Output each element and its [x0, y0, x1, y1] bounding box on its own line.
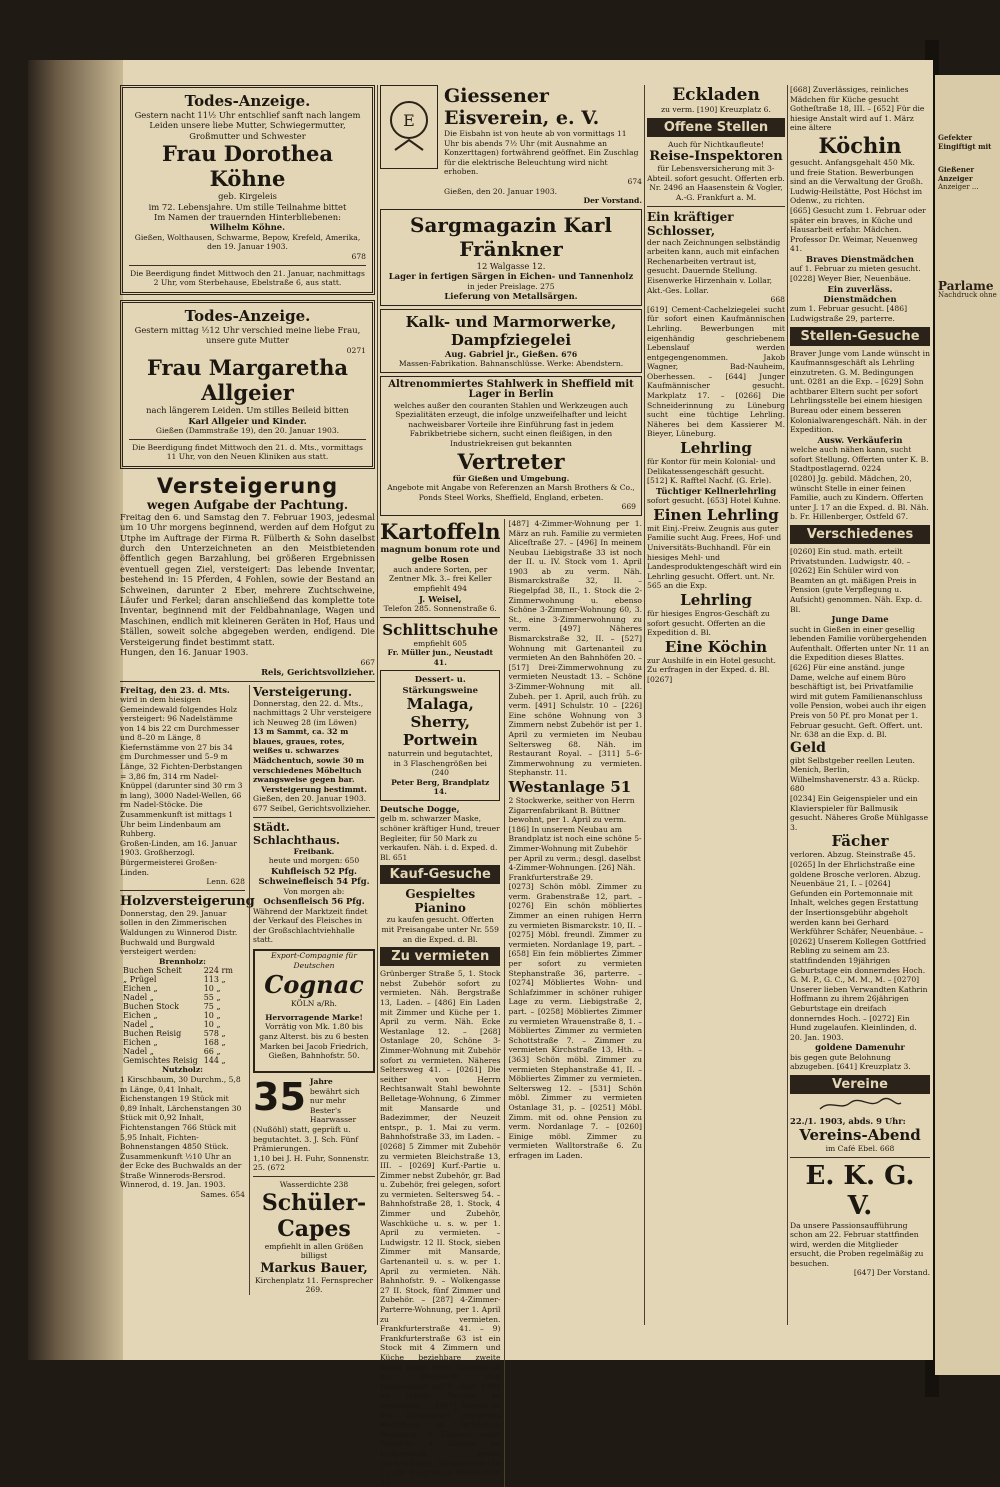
ad-number: 238 [333, 1179, 349, 1189]
divider [129, 265, 366, 266]
lehrling-title: Lehrling [680, 439, 752, 458]
schlitt-text: empfiehlt [413, 638, 451, 648]
deceased-name: Frau Dorothea Köhne [161, 141, 333, 192]
holz-row [120, 1002, 236, 1011]
holz-amount: 113 „ [203, 975, 226, 985]
page-gutter [28, 60, 123, 1360]
vabend-place-row [790, 1144, 930, 1154]
einlehr-text: mit Einj.-Freiw. Zeugnis aus guter Familie sucht Aug. Frees, Hof- und Universitäts-Buchhandl. Für ein hiesiges Mehl- und Landesproduktengeschäft wird ein Lehrling gesucht. Offert. unt. Nr. 565 an die Exp. [647, 523, 782, 591]
kart-text: auch andere Sorten, per Zentner Mk. 3.– frei Keller empfiehlt [388, 564, 492, 593]
ad-number: 628 [230, 877, 245, 887]
facing-line: Gießener Anzeiger [938, 165, 975, 183]
stahl-for: für Gießen und Umgebung. [452, 473, 570, 483]
notice-title: Todes-Anzeige. [184, 306, 311, 325]
ad-number: 680 [790, 784, 805, 794]
auction-title: Versteigerung [156, 473, 339, 498]
room-listings: [0273] Schön möbl. Zimmer zu verm. Grabenstraße 12, part. – [0276] Ein schön möbliertes Zimmer an einen ruhigen Herrn zu vermieten Bismarckstr. 10, II. – [0275] Möbl. freundl. Zimmer zu vermieten. Nordanlage 19, part. – [658] Ein fein möbliertes Zimmer per sofort zu vermieten Stephanstraße 36, parterre. – [0274] Möbliertes Wohn- und Schlafzimmer in schöner ruhiger Lage zu verm. Liebigstraße 2, part. – [0258] Möbliertes Zimmer zu vermieten Wrauenstraße 8, 1. – Möbliertes Zimmer zu vermieten Schottstraße 7. – Zimmer zu vermieten Kirchstraße 13, Hth. – [363] Schön möbl. Zimmer zu vermieten Stephanstraße 41, II. – Möbliertes Zimmer zu vermieten. Seltersweg 12. – [531] Schön möbl. Zimmer zu vermieten Ostanlage 31, p. – [0251] Möbl. Zimm. mit od. ohne Pension zu verm. Nordanlage 7. – [0260] Einige möbl. Zimmer zu vermieten Walltorstraße 6. Zu erfragen im Laden. [508, 882, 642, 1160]
ad-number: 494 [452, 583, 467, 593]
verk-text-row [790, 445, 930, 474]
ad-number: 669 [621, 502, 636, 512]
eisverein-ad [380, 85, 642, 206]
middle-subcol [249, 685, 375, 1295]
stahl-offer: Angebote mit Angabe von Referenzen an Marsh Brothers & Co., Ponds Steel Works, Sheffield, England, erbeten. [387, 483, 635, 502]
column-rule [644, 85, 645, 1325]
col2-left [380, 519, 500, 1487]
section-stellen-gesuche: Stellen-Gesuche [790, 327, 930, 346]
signature-icon [790, 1097, 930, 1116]
column-rule [377, 85, 378, 1325]
capes-text: empfiehlt in allen Größen billigst [264, 1241, 364, 1261]
eisverein-emblem-icon [380, 85, 438, 169]
job-listings: [668] Zuverlässiges, reinliches Mädchen für Küche gesucht Gotheſtraße 18, III. – [652] Für die hiesige Anstalt wird auf 1. März eine ältere [790, 85, 925, 133]
notice-born: geb. Kirgeleis [218, 191, 277, 202]
reise-title: Reise-Inspektoren [649, 149, 783, 165]
eis-signer: Der Vorstand. [583, 196, 642, 206]
faecher-title: Fächer [831, 832, 889, 851]
section-verschiedenes: Verschiedenes [790, 525, 930, 544]
vabend-place: im Café Ebel. [825, 1143, 878, 1153]
auction-place: Hungen, den 16. Januar 1903. [120, 647, 249, 658]
newspaper-page [28, 60, 933, 1487]
lehr3-title: Lehrling [680, 590, 752, 609]
holz-amount: 224 rm [203, 966, 233, 976]
sarg-title: Sargmagazin Karl Fränkner [410, 212, 612, 261]
column-2 [380, 85, 642, 1487]
misc-listings: [0234] Ein Geigenspieler und ein Klavierspieler für Ballmusik gesucht. Näheres Große Mühlgasse 3. [790, 794, 929, 832]
eis-place: Gießen, den 20. Januar 1903. [444, 186, 558, 196]
vabend-date: 22./1. 1903, abds. 9 Uhr: [790, 1115, 906, 1126]
zuverl-title: Ein zuverläss. Dienstmädchen [823, 283, 897, 304]
dessert-ad [380, 670, 500, 801]
job-listings: [665] Gesucht zum 1. Februar oder später ein braves, in Küche und Hausarbeit erfahr. Mädchen. Professor Dr. Weimar, Neuenweg 41. [790, 205, 926, 254]
holz-title: Holzversteigerung [120, 893, 255, 909]
section-vereine: Vereine [790, 1075, 930, 1094]
wood-signer-row [120, 877, 245, 887]
verst2-title: Versteigerung. [253, 684, 353, 699]
verst2-text: Donnerstag, den 22. d. Mts., nachmittags 2 Uhr versteigere ich Neuweg 28 (im Löwen) [253, 698, 372, 727]
notice-text: Gestern mittag ½12 Uhr verschied meine liebe Frau, unsere gute Mutter [134, 324, 361, 346]
svg-text:E: E [403, 111, 415, 130]
haar-addr-row [253, 1154, 375, 1173]
haar-addr: 1,10 bei J. H. Fuhr, Sonnenstr. 25. [253, 1153, 370, 1173]
ad-number: 668 [770, 295, 785, 305]
koechin-text: gesucht. Anfangsgehalt 450 Mk. und freie Station. Bewerbungen sind an die Verwaltung der Großh. Ludwig-Heilstätte, Post Höchst im Odenw., zu richten. [790, 157, 924, 206]
auction-2 [253, 685, 375, 814]
column-rule [787, 85, 788, 1325]
geld-text-row [790, 756, 930, 794]
ad-number: 667 [360, 657, 375, 667]
schlacht-line4: Von morgen ab: [283, 886, 345, 896]
holz-amount: 10 „ [203, 1020, 221, 1030]
westanlage-text: 2 Stockwerke, seither von Herrn Zigarrenfabrikant B. Büttner bewohnt, per 1. April zu verm. [186] In unserem Neubau am Brandplatz ist noch eine schöne 5-Zimmer-Wohnung mit Zubehör per April zu verm.; desgl. daselbst 4-Zimmer-Wohnungen. [26] Näh. Frankfurterstraße 29. [508, 795, 642, 882]
rental-listings: [487] 4-Zimmer-Wohnung per 1. März an ruh. Familie zu vermieten Aliceſtraße 27. – [496] In meinem Neubau Liebigstraße 33 ist noch der II. u. IV. Stock vom 1. April 1903 ab zu verm. Näh. Bismarckstraße 32, II. – Riegelpfad 38, II., 1. Stock die 2-Zimmerwohnung u. ebenso Schöne 3-Zimmer-Wohnung 60, 3. St., eine 3-Zimmerwohnung zu verm. [497] Näheres Bismarckstraße 32, II. – [527] Wohnung mit Gartenanteil zu vermieten An den Bahnhöfen 20. – [517] Drei-Zimmerwohnung zu vermieten Neustadt 13. – Schöne 3-Zimmer-Wohnung mit all. Zubeh. per 1. April, auch früh. zu verm. [491] Schulstr. 10 – [226] Eine schöne Wohnung von 3 Zimmern nebst Zubehör ist per 1. April zu vermieten im Neubau Seltersweg 68. Näh. im Restaurant Royal. – [311] 5–6-Zimmerwohnung zu vermieten. Stephanstr. 11. [508, 518, 642, 778]
wood-columns [120, 684, 255, 1295]
sarg-bold: Lieferung von Metallsärgen. [444, 291, 578, 302]
holz-amount: 75 „ [203, 1002, 221, 1012]
sargmagazin-ad [380, 209, 642, 306]
schlosser-ad [647, 210, 785, 305]
dessert-title: Dessert- u. Stärkungsweine [402, 674, 478, 695]
stahl-title: Altrenommiertes Stahlwerk in Sheffield mit Lager in Berlin [388, 378, 634, 401]
haar-number: 35 [253, 1075, 306, 1119]
piano-ad [380, 887, 500, 944]
lower-split [120, 685, 375, 1295]
misc-listings: [626] Für eine anständ. junge Dame, welche auf einem Büro beschäftigt ist, bei Privatfamilie wird mit gutem Familienanschluss volle Pension, wobei auch ihr eigen Preis von 50 Pf. pro Monat per 1. Februar gesucht. Geft. Offert. unt. Nr. 638 an die Exp. d. Bl. [790, 662, 927, 740]
lehr3-text: für hiesiges Engros-Geschäft zu sofort gesucht. Offerten an die Expedition d. Bl. [647, 608, 770, 638]
verst2-place: Gießen, den 20. Januar 1903. [253, 794, 367, 804]
holz-kind: Nadel „ [123, 1020, 154, 1030]
schlachthaus [253, 821, 375, 945]
cognac-brand: Cognac [264, 970, 364, 1000]
westanlage-title: Westanlage 51 [508, 777, 632, 796]
haar-title: Jahre [309, 1077, 333, 1086]
schlitt-name: Fr. Müller jun., Neustadt 41. [387, 648, 494, 667]
ad-number: [0267] [647, 674, 673, 684]
verst2-signer: Seibel, Gerichtsvollzieher. [269, 804, 371, 814]
sarg-text2: in jeder Preislage. [467, 281, 538, 291]
verk-title: Ausw. Verkäuferin [817, 434, 903, 445]
ad-number: 605 [452, 638, 467, 648]
eckladen-title: Eckladen [672, 85, 760, 105]
notice-family: Im Namen der trauernden Hinterbliebenen: [154, 212, 341, 223]
col2-split [380, 519, 642, 1487]
schlacht-line1-row [253, 856, 375, 866]
facing-line: Nachdruck ohne [938, 291, 997, 299]
facing-line: Parlame [938, 279, 994, 293]
section-zuvermieten: Zu vermieten [380, 947, 500, 966]
column-1 [120, 85, 375, 1295]
schlitt-text-row [380, 639, 500, 649]
capes-name: Markus Bauer, [260, 1260, 368, 1276]
koechin-title: Eine Köchin [664, 637, 768, 656]
ad-number: 676 [561, 349, 578, 359]
holz-brenn: Brennholz: [159, 956, 206, 966]
notice-signer: Karl Allgeier und Kinder. [188, 415, 307, 426]
eis-title: Giessener Eisverein, e. V. [444, 85, 600, 129]
holz-amount: 578 „ [203, 1029, 226, 1039]
holz-kind: Buchen Stock [123, 1002, 179, 1012]
holz-kind: Eichen „ [123, 984, 158, 994]
verst2-bold: Versteigerung bestimmt. [261, 784, 367, 794]
holz-amount: 55 „ [203, 993, 221, 1003]
schlittschuhe-ad [380, 621, 500, 668]
job-listings: [619] Cement-Cachelziegelei sucht für sofort einen Kaufmännischen Lehrling. Bewerbungen mit eigenhändig geschriebenem Lebenslauf werden entgegengenommen. Jakob Wagner, Bad-Nauheim, Oberhessen. – [644] Junger Kaufmännischer gesucht. Markplatz 17. – [0266] Die Schneiderinnung zu Lüneburg sucht eine tüchtige Lehrling. Näheres bei dem Kassierer M. Bieyer, Lüneburg. [647, 304, 785, 439]
death-notice-koehne [120, 85, 375, 295]
geld-text: gibt Selbstgeber reellen Leuten. Menich, Berlin, Wilhelmshavenerstr. 43 a. Rückp. [790, 755, 920, 784]
job-requests: [0280] Jg. gebild. Mädchen, 20, wünscht Stelle in einer feinen Familie, auch zu Kindern. Offerten unter J. 17 an die Exped. d. Bl. Näh. b. Fr. Hillenberger, Ostfeld 67. [790, 474, 929, 522]
holz-row [120, 1020, 236, 1029]
faecher-text: verloren. Abzug. Steinstraße 45. [790, 850, 916, 860]
holz-signer-row [120, 1190, 245, 1200]
verst2-signer-row [253, 804, 375, 814]
auction-body: Freitag den 6. und Samstag den 7. Februar 1903, jedesmal um 10 Uhr morgens beginnend, werden auf dem Hofgut zu Utphe im Auftrage der Firma R. Fülberth & Sohn daselbst durch den Unterzeichneten an den Meistbietenden öffentlich gegen Barzahlung, bei größeren Ergebnissen eventuell gegen Ziel, versteigert: Das lebende Inventar, bestehend in: 15 Pferden, 4 Fohlen, sowie der Bestand an Schweinen, darunter 2 Eber, mehrere Zuchtschweine, Läufer und Ferkel; daran anschließend das komplette tote Inventar, beginnend mit der Feldbahnanlage, Wagen und Maschinen, endlich mit kleineren Geräten in Hof, Haus und Ställen, soweit solche abgegeben werden, endigend. Die Versteigerung findet bestimmt statt. [120, 511, 375, 647]
notice-place: Gießen (Dammstraße 19), den 20. Januar 1903. [155, 426, 340, 436]
divider [253, 1176, 375, 1177]
ekgv-signer-row [790, 1268, 930, 1278]
wood-place: Großen-Linden, am 16. Januar 1903. Großherzogl. Bürgermeisterei Großen-Linden. [120, 838, 237, 877]
dogge-title: Deutsche Dogge, [380, 804, 460, 815]
sarg-text: Lager in fertigen Särgen in Eichen- und Tannenholz [388, 271, 634, 282]
koechin-text: zur Aushilfe in ein Hotel gesucht. Zu erfragen in der Exped. d. Bl. [647, 655, 776, 675]
wood-head: Freitag, den 23. d. Mts. [120, 684, 230, 695]
sarg-addr: 12 Walgasse 12. [476, 260, 546, 271]
wood-body: wird in dem hiesigen Gemeindewald folgendes Holz versteigert: 96 Nadelstämme von 14 bis 22 cm Durchmesser und 8–20 m Länge, 8 Kiefernstämme von 27 bis 34 cm Durchmesser und 5–9 m Länge, 32 Fichten-Derbstangen = 3,86 fm, 314 rm Nadel-Knüppel (darunter sind 30 rm 3 m lang), 3000 Nadel-Wellen, 66 rm Nadel-Stöcke. Die Zusammenkunft ist mittags 1 Uhr beim Lindenbaum am Ruhberg. [120, 694, 243, 839]
capes-ad [253, 1180, 375, 1295]
verk-text: welche auch nähen kann, sucht sofort Stellung. Offerten unter K. B. Stadtpostlagernd. [790, 445, 929, 474]
holz-kind: Nadel „ [123, 993, 154, 1003]
schlacht-line5: Ochsenfleisch 56 Pfg. [263, 896, 365, 907]
capes-pre-row [253, 1180, 375, 1190]
col2-right [504, 519, 642, 1487]
kalk-title: Kalk- und Marmorwerke, Dampfziegelei [405, 312, 617, 349]
holz-row [120, 1029, 236, 1038]
cognac-sub: KÖLN a/Rh. [291, 999, 337, 1009]
notice-burial: Die Beerdigung findet Mittwoch den 21. d. Mts., vormittags 11 Uhr, von den Neuen Kliniken aus statt. [132, 442, 363, 462]
auction-notice [120, 474, 375, 678]
vabend-title: Vereins-Abend [799, 1125, 921, 1144]
cognac-ad [253, 949, 375, 1073]
divider [380, 617, 500, 618]
emblem-icon [385, 90, 433, 164]
divider [790, 1157, 930, 1158]
sarg-text2-row [386, 282, 636, 292]
holz-kind: Eichen „ [123, 1038, 158, 1048]
death-notice-allgeier [120, 300, 375, 469]
ekgv-text: Da unsere Passionsaufführung schon am 22. Februar stattfinden wird, werden die Mitglieder ersucht, die Proben regelmäßig zu besuchen. [790, 1220, 924, 1268]
schlacht-line2: Kuhfleisch 52 Pfg. [271, 865, 357, 876]
eckladen-text: zu verm. [190] Kreuzplatz 6. [661, 105, 771, 114]
divider [120, 681, 375, 682]
zuverl-text: zum 1. Februar gesucht. [486] Ludwigstraße 29, parterre. [790, 304, 908, 323]
facing-page-text [935, 75, 1000, 303]
holz-amount: 144 „ [203, 1056, 226, 1066]
capes-title: Schüler-Capes [261, 1189, 367, 1242]
damenuhr-text: bis gegen gute Belohnung abzugeben. [641] Kreuzplatz 3. [790, 1052, 911, 1072]
piano-text: zu kaufen gesucht. Offerten mit Preisangabe unter Nr. 559 an die Exped. d. Bl. [381, 915, 499, 944]
piano-title: Gespieltes Pianino [405, 887, 476, 916]
schlacht-title: Städt. Schlachthaus. [253, 820, 340, 847]
stahl-vertreter: Vertreter [457, 448, 565, 474]
ad-number: (240 [431, 768, 449, 778]
holz-amount: 10 „ [203, 1011, 221, 1021]
notice-text: nach längerem Leiden. Um stilles Beileid bitten [146, 405, 349, 416]
dienst-text: auf 1. Februar zu mieten gesucht. [0228] Weyer Bier, Neuenbäue. [790, 264, 921, 283]
ad-number: 650 [344, 856, 360, 866]
ad-number: 275 [540, 281, 555, 291]
kellner-title: Tüchtiger Kellnerlehrling [655, 485, 777, 496]
kalk-ad [380, 309, 642, 373]
holz-row [120, 1038, 236, 1047]
notice-burial: Die Beerdigung findet Mittwoch den 21. Januar, nachmittags 2 Uhr, vom Sterbehause, Ebelstraße 6, aus statt. [130, 268, 365, 288]
notice-signer: Wilhelm Köhne. [209, 222, 286, 233]
verst2-items: 13 m Sammt, ca. 32 m blaues, graues, rotes, weißes u. schwarzes Mädchentuch, sowie 30 m verschiedenes Möbeltuch zwangsweise gegen bar. [253, 727, 365, 785]
holz-body: Donnerstag, den 29. Januar sollen in den Zimmerischen Waldungen zu Winnerod Distr. Buchwald und Burgwald versteigert werden: [120, 908, 238, 957]
dame-text: sucht in Gießen in einer gesellig lebenden Familie vorübergehenden Aufenthalt. Offerten unter Nr. 11 an die Expedition dieses Blattes. [790, 624, 930, 663]
kart-addr: Telefon 285. Sonnenstraße 6. [383, 603, 497, 613]
holz-kind: Gemischtes Reisig [123, 1056, 198, 1066]
divider [647, 206, 785, 207]
ad-number: 674 [627, 176, 642, 186]
lehrling-text: für Kontor für mein Kolonial- und Delikatessengeschäft gesucht. [512] K. Rafftel Nachf. (G. Erle). [647, 457, 776, 486]
ad-number: [647] [853, 1268, 875, 1278]
facing-line: Gefekter Eingiftigt mit [938, 133, 992, 151]
misc-listings: [0265] In der Ehrlichstraße eine goldene Brosche verloren. Abzug. Neuenbäue 21, I. – [0264] Gefunden ein Portemonnaie mit Inhalt, welches gegen Erstattung der Insertionsgebühr abgeholt werden kann bei Gerhard Werkführer Schäfer, Neuenbäue. – [0262] Unserem Kollegen Gottfried Rebling zu seinem am 23. stattfindenden 19jährigen Geburtstage ein donnerndes Hoch. G. M. P., G. C., M. M., M. – [0270] Unserer lieben Verwandten Kathrin Hoffmann zu ihrem 26jährigen Geburtstage ein dreifach donnerndes Hoch. – [0272] Ein Hund zugelaufen. Kleinlinden, d. 20. Jan. 1903. [790, 860, 928, 1042]
haar-text: bewährt sich nur mehr Bester's Haarwasser (Nußöhl) statt, geprüft u. begutachtet. 3. J. Sch. Fünf Prämierungen. [253, 1086, 360, 1154]
holz-nutztext: 1 Kirschbaum, 30 Durchm., 5,8 m Länge, 0,41 Inhalt, Eichenstangen 19 Stück mit 0,89 Inhalt, Lärchenstangen 30 Stück mit 0,92 Inhalt, Fichtenstangen 766 Stück mit 5,95 Inhalt, Fichten-Bohnenstangen 4850 Stück. Zusammenkunft ½10 Uhr an der Ecke des Buchwalds an der Straße Winnerods-Bersrod. [120, 1074, 242, 1180]
schlacht-text: Während der Marktzeit findet der Verkauf des Fleisches in der Großschlachtviehhalle statt. [253, 906, 368, 945]
cognac-title: Export-Compagnie für Deutschen [271, 951, 357, 970]
koechin-title: Köchin [818, 132, 902, 158]
job-requests: Braver Junge vom Lande wünscht in Kaufmannsgeschäft als Lehrling einzutreten. G. M. Bedingungen unt. 0281 an die Exp. – [629] Sohn achtbarer Eltern sucht per sofort Lehrlingsstelle bei einem hiesigen Bureau oder einem besseren Kolonialwarengeschäft. Näh. in der Expedition. [790, 348, 930, 435]
section-offene-stellen: Offene Stellen [647, 118, 785, 137]
notice-text: Gestern nacht 11½ Uhr entschlief sanft nach langem Leiden unsere liebe Mutter, Schwiegermutter, Großmutter und Schwester [134, 110, 361, 141]
schlacht-line1: heute und morgen: [268, 856, 343, 866]
ekgv-signer: Der Vorstand. [876, 1268, 930, 1278]
ad-number: 651 [392, 852, 408, 862]
holz-row [120, 966, 236, 975]
haarwasser-ad [253, 1077, 375, 1173]
kart-text-row [380, 565, 500, 594]
schlacht-line3: Schweinefleisch 54 Pfg. [258, 876, 370, 887]
dogge-text-row [380, 814, 500, 862]
cognac-text: Vorrätig von Mk. 1.80 bis ganz Alterst. bis zu 6 besten Marken bei Jacob Friedrich, Gießen, Bahnhofstr. 50. [259, 1022, 369, 1061]
kalk-firm: Aug. Gabriel jr., Gießen. [444, 348, 559, 359]
holz-kind: „ Prügel [123, 975, 157, 985]
holz-kind: Eichen „ [123, 1011, 158, 1021]
capes-addr: Kirchenplatz 11. Fernsprecher 269. [254, 1275, 374, 1295]
holz-amount: 10 „ [203, 984, 221, 994]
kellner-text: sofort gesucht. [653] Hotel Kuhne. [647, 496, 781, 506]
ad-number: 0271 [346, 345, 366, 355]
capes-pre: Wasserdichte [279, 1179, 332, 1189]
holz-signer: Sames. [200, 1190, 229, 1200]
dessert-names: Malaga, Sherry, Portwein [402, 695, 478, 750]
auction-signer: Rels, Gerichtsvollzieher. [261, 667, 375, 678]
kart-sub: magnum bonum rote und gelbe Rosen [380, 543, 501, 565]
dame-title: Junge Dame [831, 614, 889, 625]
reise-text: für Lebensversicherung mit 3-Abteil. sofort gesucht. Offerten erb. Nr. 2496 an Haasenstein & Vogler, A.-G. Frankfurt a. M. [647, 164, 785, 202]
ad-number: 678 [351, 252, 366, 262]
reise-pre: Auch für Nichtkaufleute! [667, 139, 764, 149]
koechin-text-row [647, 656, 785, 685]
notice-place: Gießen, Wolthausen, Schwarme, Bepow, Krefeld, Amerika, den 19. Januar 1903. [134, 232, 361, 252]
deceased-name: Frau Margaretha Allgeier [147, 355, 348, 406]
handwriting-signature-icon [815, 1097, 905, 1113]
holz-sale [120, 893, 255, 1200]
holz-kind: Nadel „ [123, 1047, 154, 1057]
schlosser-title: Ein kräftiger Schlosser, [647, 209, 734, 238]
ad-number: 0224 [861, 464, 881, 474]
holz-place: Winnerod, d. 19. Jan. 1903. [120, 1180, 226, 1190]
holz-row [120, 1056, 236, 1065]
einlehr-title: Einen Lehrling [653, 505, 779, 524]
ad-number: (672 [267, 1163, 285, 1173]
stahl-text: welches außer den couranten Stahlen und Werkzeugen auch Spezialitäten erzeugt, die infolge unzweifelhafter und leicht nachweisbarer Vorteile ihre Einführung fast in jedem Fabrikbetriebe sichern, sucht einen fleißigen, in den Industriekreisen gut bekannten [393, 400, 629, 448]
kart-title: Kartoffeln [380, 518, 501, 544]
dogge-ad [380, 804, 500, 862]
reise-ad [647, 140, 785, 203]
wood-signer: Lenn. [206, 877, 229, 887]
damenuhr-title: goldene Damenuhr [815, 1042, 905, 1053]
schlosser-text: der nach Zeichnungen selbständig arbeiten kann, auch mit einfachen Rechenarbeiten vertraut ist, gesucht. Dauernde Stellung. Eisenwerke Hirzenhain v. Lollar, Akt.-Ges. Lollar. [647, 237, 781, 295]
notice-title: Todes-Anzeige. [184, 92, 311, 110]
eis-text: Die Eisbahn ist von heute ab von vormittags 11 Uhr bis abends 7½ Uhr (mit Ausnahme an Konzerttagen) fortwährend geöffnet. Ein Zuschlag für die elektrische Beleuchtung wird nicht erhoben. [444, 129, 639, 177]
facing-page [935, 75, 1000, 1375]
dogge-text: gelb m. schwarzer Maske, schöner kräftiger Hund, treuer Begleiter, für 50 Mark zu verkaufen. Näh. i. d. Exped. d. Bl. [380, 814, 500, 862]
divider [120, 890, 245, 891]
holz-row [120, 1011, 236, 1020]
ad-number: 654 [230, 1190, 245, 1200]
kartoffeln-ad [380, 519, 500, 614]
geld-title: Geld [790, 739, 826, 756]
holz-nutz: Nutzholz: [162, 1065, 203, 1075]
misc-listings: [0260] Ein stud. math. erteilt Privatstunden. Ludwigstr. 40. – [0262] Ein Schüler wird von Beamten an gt. mäßigen Preis in Pension (gute Verpflegung u. Aufsicht) genommen. Näh. Exp. d. Bl. [790, 547, 923, 614]
dessert-name: Peter Berg, Brandplatz 14. [391, 777, 490, 797]
notice-age: im 72. Lebensjahre. Um stille Teilnahme bittet [148, 201, 347, 212]
dessert-text: naturrein und begutachtet, in 3 Flaschengrößen bei [387, 749, 493, 768]
auction-subtitle: wegen Aufgabe der Pachtung. [146, 497, 349, 512]
holz-row [120, 984, 236, 993]
wood-sale [120, 685, 245, 887]
schlacht-sub: Freibank. [293, 846, 335, 856]
holz-row [120, 975, 236, 984]
cognac-mark: Hervorragende Marke! [265, 1012, 363, 1022]
holz-kind: Buchen Reisig [123, 1029, 182, 1039]
stahlwerk-ad [380, 376, 642, 516]
divider [253, 817, 375, 818]
holz-table [120, 966, 236, 1065]
holz-row [120, 1047, 236, 1056]
ad-number: 668 [879, 1143, 895, 1153]
holz-kind: Buchen Scheit [123, 966, 182, 976]
facing-line: Anzeiger ... [938, 183, 979, 191]
section-kaufgesuche: Kauf-Gesuche [380, 865, 500, 884]
divider [129, 439, 366, 440]
holz-amount: 168 „ [203, 1038, 226, 1048]
kart-name: J. Weisel, [418, 593, 462, 604]
kalk-text: Massen-Fabrikation. Bahnanschlüsse. Werke: Abendstern. [398, 359, 624, 369]
holz-amount: 66 „ [203, 1047, 221, 1057]
column-3 [647, 85, 785, 685]
dessert-text-row [386, 749, 494, 778]
schlitt-title: Schlittschuhe [382, 620, 499, 639]
kalk-firm-row [386, 349, 636, 360]
column-4 [790, 85, 930, 1278]
ad-number: 677 [253, 804, 268, 814]
ekgv-title: E. K. G. V. [805, 1160, 915, 1221]
dienst-title: Braves Dienstmädchen [806, 253, 914, 264]
holz-row [120, 993, 236, 1002]
rental-listings: Grünberger Straße 5, 1. Stock nebst Zubehör sofort zu vermieten. Näh. Bergstraße 13, Laden. – [486] Ein Laden mit Zimmer und Küche per 1. April zu verm. Näh. Ecke Westanlage 12. – [268] Ostanlage 20, Schöne 3-Zimmer-Wohnung mit Zubehör sofort zu vermieten. Näheres Seltersweg 41. – [0261] Die seither von Herrn Rechtsanwalt Stahl bewohnte Belletage-Wohnung, 6 Zimmer mit Mansarde und Badezimmer, der Neuzeit entspr., p. 1. Mai zu verm. Bahnhofstraße 33, im Laden. – [0268] 5 Zimmer mit Zubehör zu vermieten Bleichstraße 13, III. – [0269] Kurf.-Partie u. Zimmer nebst Zubehör, gr. Bad u. Zubehör, frei gelegen, sofort zu vermieten. Seltersweg 54. – Bahnhofstraße 28, 1. Stock, 4 Zimmer und Zubehör, Waschküche u. s. w. per 1. April zu vermieten. – Ludwigstr. 12 II. Stock, sieben Zimmer mit Mansarde, Gartenanteil u. s. w. per 1. April zu vermieten. Näh. Bahnhofstr. 9. – Wolkengasse 27 II. Stock, fünf Zimmer und Zubehör. – [287] 4-Zimmer-Parterre-Wohnung, per 1. April zu vermieten. Frankfurterstraße 41. – 9) Frankfurterstraße 63 ist ein Stock mit 4 Zimmern und Küche beziehbare zweite Stock nebst einer Kammer in der Mansarde und Gartenanteil auf 1. April 1903 an ruhige Familie zu vermieten. – [467] Wegen in der Garteninsel gelegenes Wohnhaus zu verkaufen, Wohnung, 5 Zimmer nebst Zubehör, 4 Zimmer im Erdgeschoß, große Gartenräume. Wetzlarerstraße 11. Dr. Krogmann, Bahnhofstr. 30. [380, 969, 501, 1487]
